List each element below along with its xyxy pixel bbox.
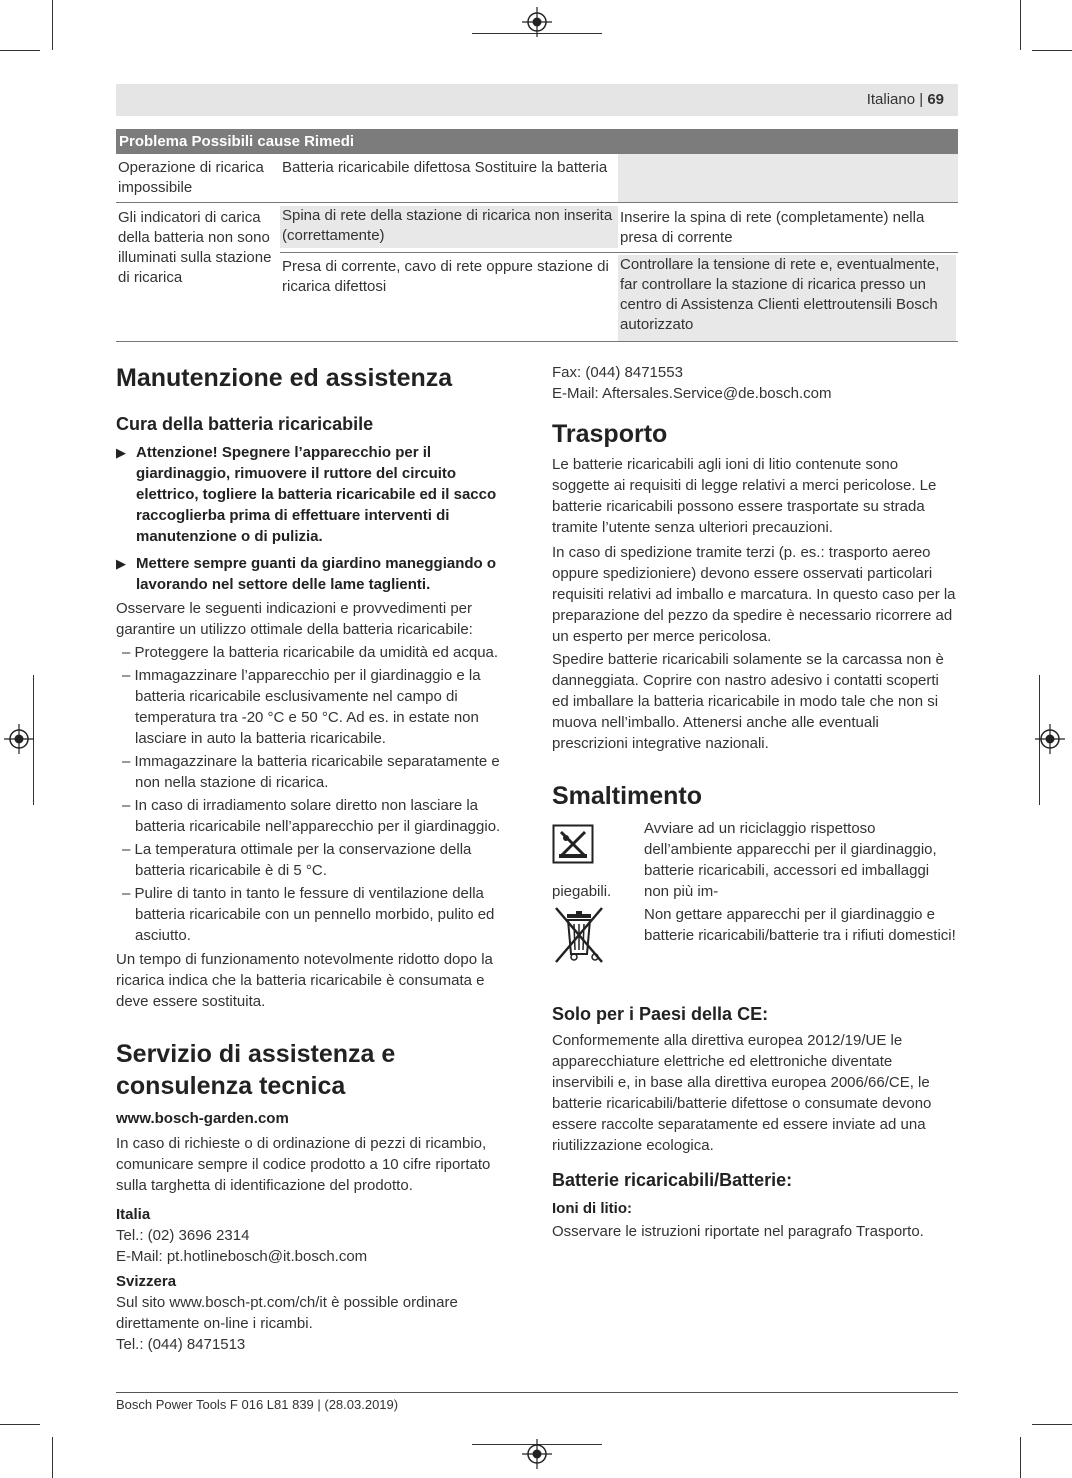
recycling-icon <box>552 824 594 864</box>
swiss-fax: Fax: (044) 8471553 <box>552 364 683 381</box>
table-cell-remedy: Inserire la spina di rete (completamente) nella presa di corrente <box>620 209 925 246</box>
warning-item <box>116 442 520 547</box>
service-title: Servizio di assistenza e consulenza tecnica <box>116 1040 396 1100</box>
troubleshooting-table <box>116 129 958 342</box>
crop-mark <box>52 1437 53 1478</box>
cause-text: Batteria ricaricabile difettosa <box>282 159 471 176</box>
li-ion-text: Osservare le istruzioni riportate nel paragrafo Trasporto. <box>552 1223 924 1240</box>
table-divider <box>280 252 958 253</box>
table-header <box>116 129 958 154</box>
table-row <box>116 154 958 203</box>
table-cell-cause <box>282 158 622 178</box>
header-language: Italiano <box>866 91 916 108</box>
transport-paragraph: Le batterie ricaricabili agli ioni di litio contenute sono soggette ai requisiti di legge relativi a merci pericolose. Le batterie ricaricabili possono essere trasportate su strada tramite l’utente senza ulteriori precauzioni. <box>552 456 937 536</box>
maintenance-outro: Un tempo di funzionamento notevolmente ridotto dopo la ricarica indica che la batteria ricaricabile è consumata e deve essere sostituita. <box>116 951 493 1010</box>
header-text: Italiano | 69 <box>866 91 944 108</box>
italy-label: Italia <box>116 1206 151 1223</box>
warning-text: Mettere sempre guanti da giardino maneggiando o lavorando nel settore delle lame taglienti. <box>136 555 497 593</box>
li-ion-title: Ioni di litio: <box>552 1200 632 1217</box>
registration-mark-icon <box>522 1439 552 1469</box>
maintenance-title: Manutenzione ed assistenza <box>116 364 453 392</box>
crop-mark <box>1020 0 1021 50</box>
list-item: – Immagazzinare l’apparecchio per il giardinaggio e la batteria ricaricabile esclusivamente nel campo di temperatura tra -20 °C e 50 °C. Ad es. in estate non lasciare in auto la batteria ricaricabile. <box>122 667 481 747</box>
list-item: – Proteggere la batteria ricaricabile da umidità ed acqua. <box>122 644 499 661</box>
ce-text: Conformemente alla direttiva europea 2012/19/UE le apparecchiature elettriche ed elettroniche diventate inservibili e, in base alla direttiva europea 2006/66/CE, le batterie ricaricabili/batterie difettose o consumate devono essere raccolte separatamente ed essere inviate ad una riutilizzazione ecologica. <box>552 1032 932 1154</box>
table-cell-cause: Spina di rete della stazione di ricarica non inserita (correttamente) <box>280 206 618 248</box>
page-header <box>116 84 958 116</box>
table-header-problem: Problema <box>119 133 188 150</box>
table-header-causes: Possibili cause <box>191 133 300 150</box>
registration-mark-icon <box>1035 724 1065 754</box>
warning-item <box>116 553 520 595</box>
list-item: – Pulire di tanto in tanto le fessure di ventilazione della batteria ricaricabile con un pennello morbido, pulito ed asciutto. <box>122 885 495 944</box>
disposal-text: Avviare ad un riciclaggio rispettoso dell’ambiente apparecchi per il giardinaggio, batterie ricaricabili, accessori ed imballaggi non più im- <box>644 820 937 900</box>
table-cell-remedy: Controllare la tensione di rete e, eventualmente, far controllare la stazione di ricarica presso un centro di Assistenza Clienti elettroutensili Bosch autorizzato <box>618 255 956 341</box>
table-cell-problem: Operazione di ricarica impossibile <box>118 159 264 196</box>
footer-divider <box>116 1392 958 1393</box>
swiss-label: Svizzera <box>116 1273 177 1290</box>
website-link[interactable]: www.bosch-garden.com <box>116 1110 289 1127</box>
list-item: – Immagazzinare la batteria ricaricabile separatamente e non nella stazione di ricarica. <box>122 753 500 791</box>
disposal-text: piegabili. <box>552 883 612 900</box>
maintenance-intro: Osservare le seguenti indicazioni e provvedimenti per garantire un utilizzo ottimale della batteria ricaricabile: <box>116 600 473 638</box>
right-column <box>552 362 958 1242</box>
list-item: – La temperatura ottimale per la conservazione della batteria ricaricabile è di 5 °C. <box>122 841 472 879</box>
crop-mark <box>1032 50 1072 51</box>
left-column <box>116 362 520 1355</box>
batteries-title: Batterie ricaricabili/Batterie: <box>552 1170 793 1190</box>
remedy-text: Sostituire la batteria <box>474 159 608 176</box>
italy-email[interactable]: E-Mail: pt.hotlinebosch@it.bosch.com <box>116 1248 368 1265</box>
table-row <box>116 203 958 342</box>
crop-mark <box>1020 1437 1021 1478</box>
table-header-remedies: Rimedi <box>304 133 355 150</box>
ce-title: Solo per i Paesi della CE: <box>552 1004 769 1024</box>
crop-mark <box>0 1424 40 1425</box>
bullet-triangle-icon: ▶ <box>116 445 126 460</box>
transport-paragraph: Spedire batterie ricaricabili solamente se la carcassa non è danneggiata. Coprire con nastro adesivo i contatti scoperti ed imballare la batteria ricaricabile in modo tale che non si muova nell’imballo. Attenersi anche alle eventuali prescrizioni integrative nazionali. <box>552 651 944 752</box>
table-cell-problem: Gli indicatori di carica della batteria non sono illuminati sulla stazione di ricarica <box>118 209 272 286</box>
footer-text: Bosch Power Tools F 016 L81 839 | (28.03.2019) <box>116 1397 399 1412</box>
swiss-email[interactable]: E-Mail: Aftersales.Service@de.bosch.com <box>552 385 832 402</box>
service-text: In caso di richieste o di ordinazione di pezzi di ricambio, comunicare sempre il codice prodotto a 10 cifre riportato sulla targhetta di identificazione del prodotto. <box>116 1135 491 1194</box>
page-number: 69 <box>927 91 944 108</box>
crossed-bin-icon <box>552 904 606 966</box>
swiss-text: Sul sito www.bosch-pt.com/ch/it è possible ordinare direttamente on-line i ricambi. <box>116 1294 458 1332</box>
disposal-bin-block <box>552 904 958 968</box>
crop-mark <box>1032 1424 1072 1425</box>
italy-tel: Tel.: (02) 3696 2314 <box>116 1227 250 1244</box>
transport-title: Trasporto <box>552 420 668 448</box>
crop-mark <box>0 50 40 51</box>
warning-text: Attenzione! Spegnere l’apparecchio per il giardinaggio, rimuovere il ruttore del circuito elettrico, togliere la batteria ricaricabile ed il sacco raccoglierba prima di effettuare interventi di manutenzione o di pulizia. <box>136 444 497 545</box>
registration-mark-icon <box>522 7 552 37</box>
bullet-triangle-icon: ▶ <box>116 556 126 571</box>
list-item: – In caso di irradiamento solare diretto non lasciare la batteria ricaricabile nell’apparecchio per il giardinaggio. <box>122 797 501 835</box>
transport-paragraph: In caso di spedizione tramite terzi (p. es.: trasporto aereo oppure spedizioniere) devono essere osservati particolari requisiti relativi ad imballo e marcatura. In questo caso per la preparazione del pezzo da spedire è necessario ricorrere ad un esperto per merce pericolosa. <box>552 544 956 645</box>
disposal-title: Smaltimento <box>552 782 703 810</box>
swiss-tel: Tel.: (044) 8471513 <box>116 1336 246 1353</box>
crop-mark <box>52 0 53 50</box>
table-cell-cause: Presa di corrente, cavo di rete oppure stazione di ricarica difettosi <box>282 258 609 295</box>
table-cell-shade <box>618 154 958 202</box>
registration-mark-icon <box>4 724 34 754</box>
disposal-text: Non gettare apparecchi per il giardinaggio e batterie ricaricabili/batterie tra i rifiuti domestici! <box>644 906 956 944</box>
battery-care-title: Cura della batteria ricaricabile <box>116 414 374 434</box>
